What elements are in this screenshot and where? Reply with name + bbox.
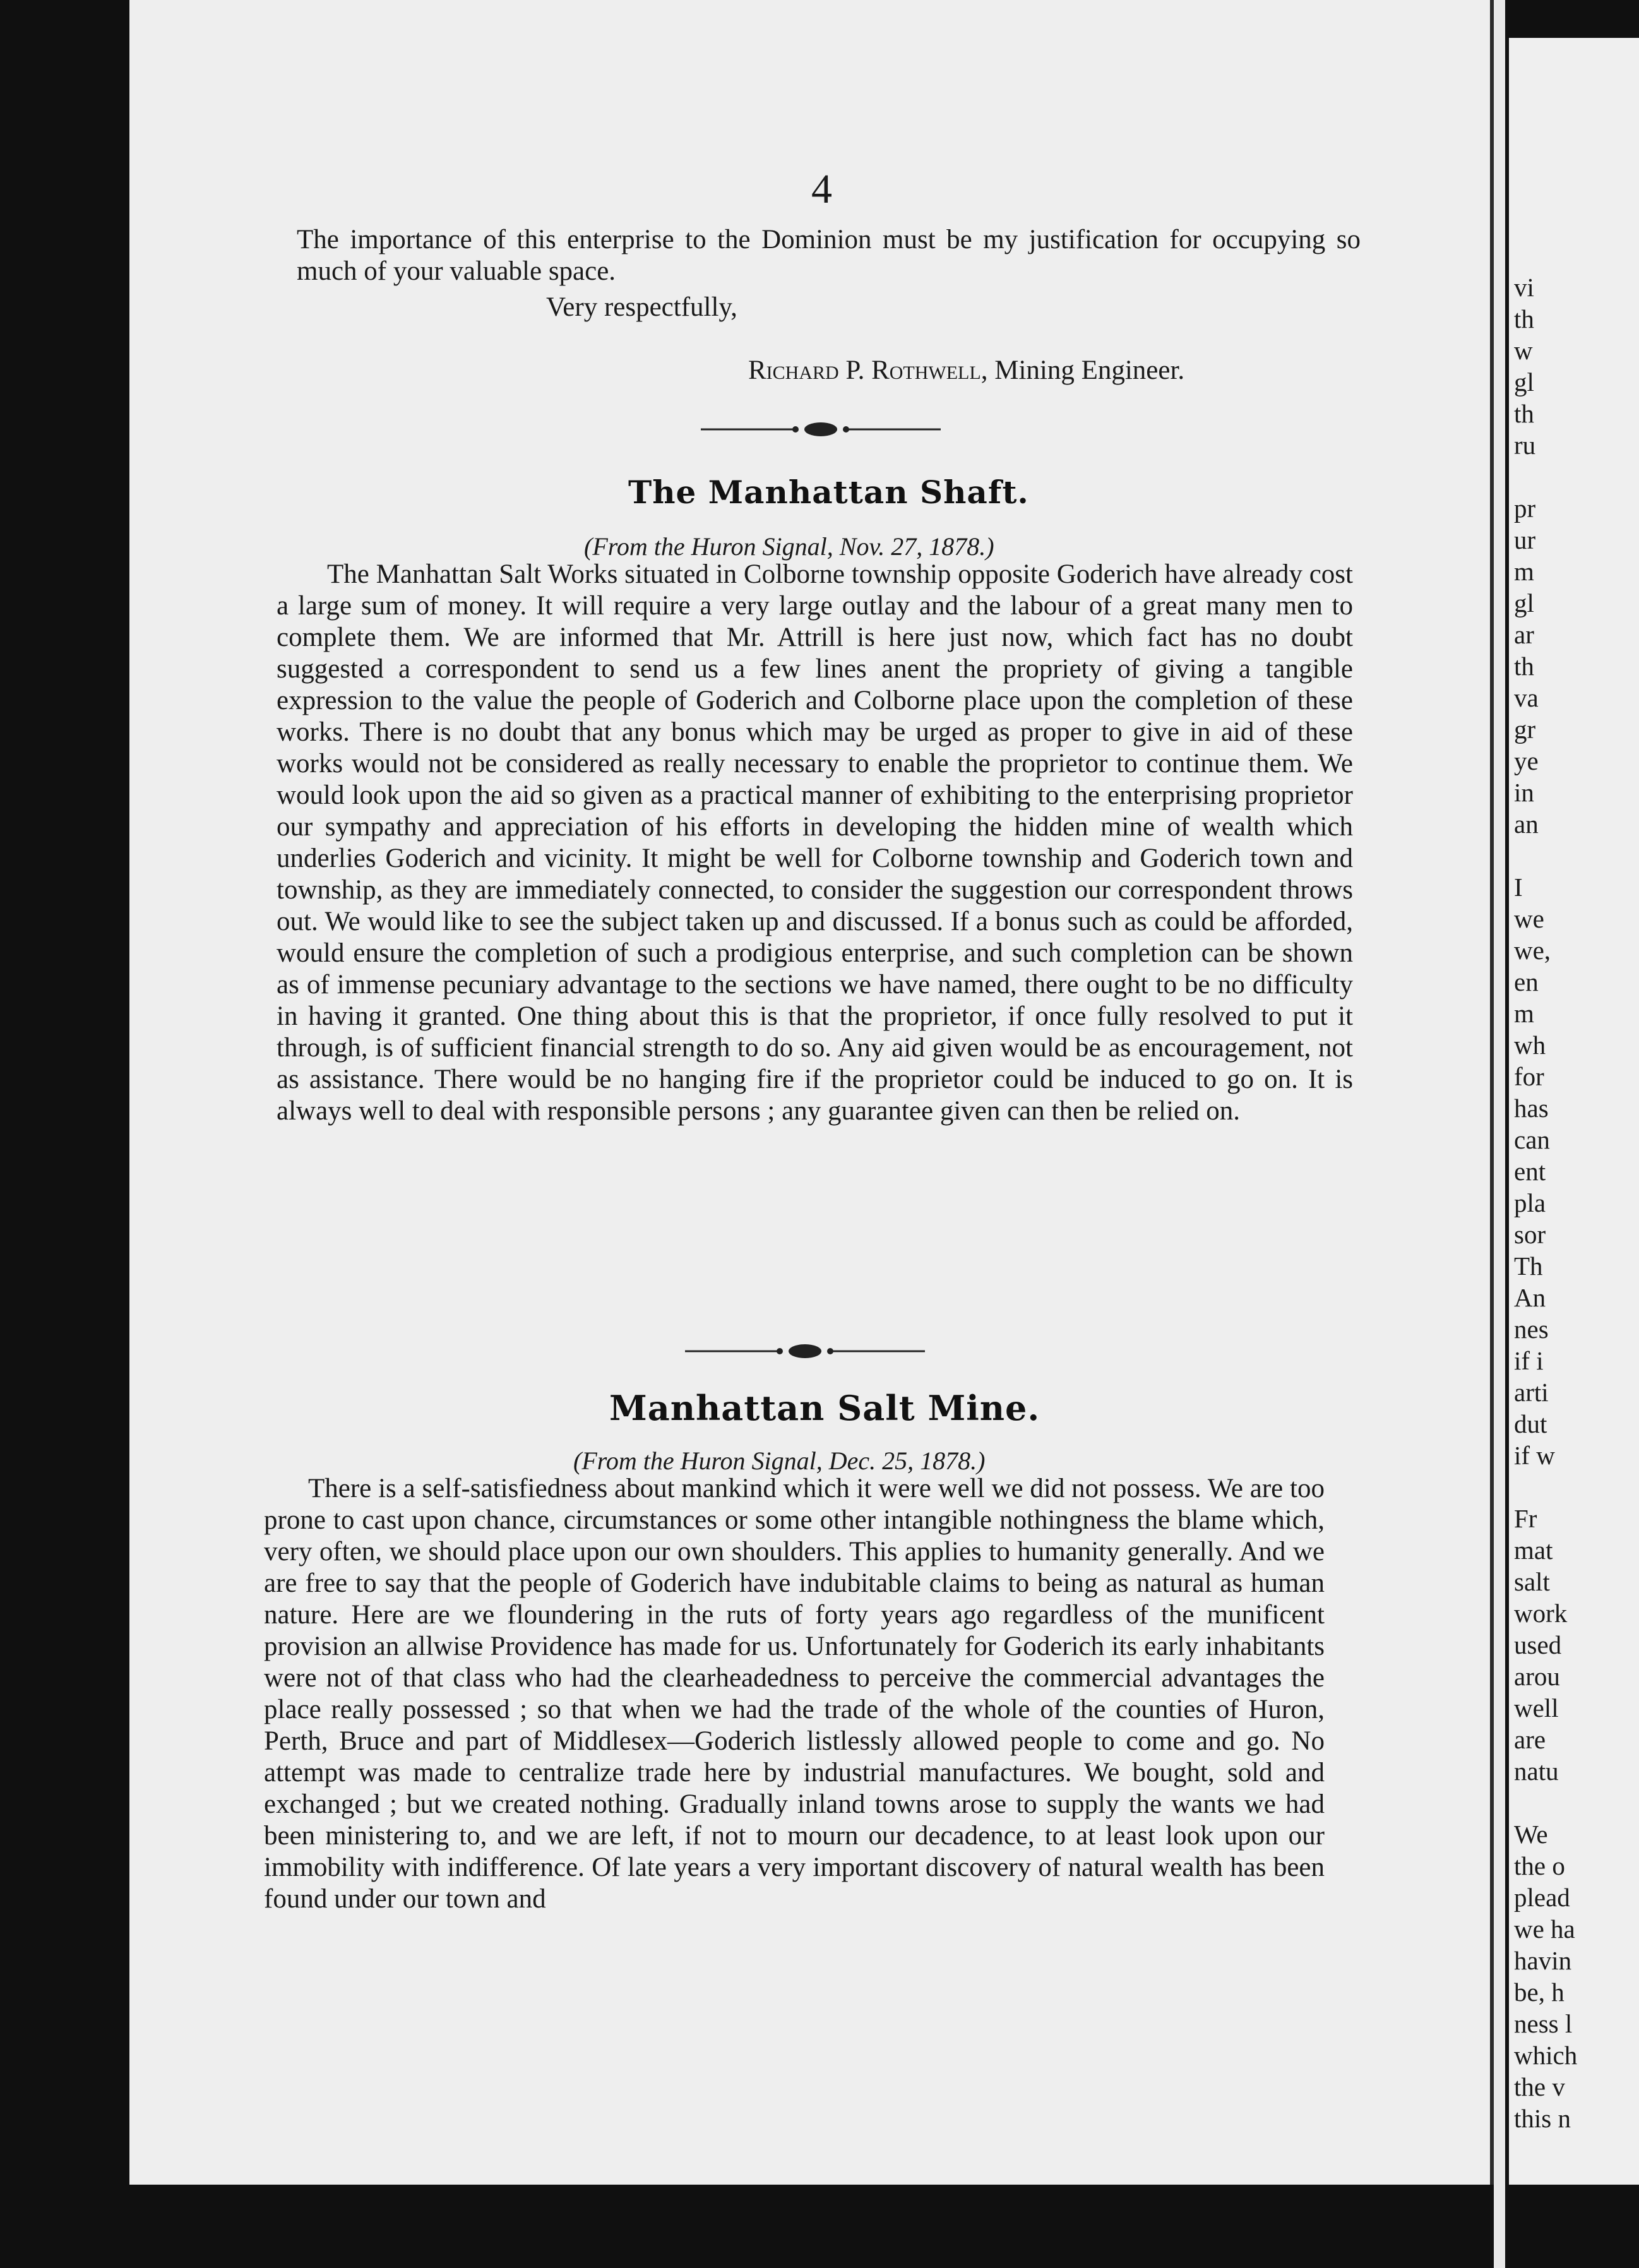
article-title-manhattan-salt-mine: Manhattan Salt Mine. (609, 1388, 1040, 1428)
facing-page-fragment: we, (1514, 936, 1551, 965)
facing-page-fragment: an (1514, 809, 1539, 839)
signature-name: Richard P. Rothwell, (748, 355, 988, 385)
article-source: (From the Huron Signal, Dec. 25, 1878.) (573, 1447, 986, 1475)
facing-page-fragment: We (1514, 1820, 1548, 1849)
facing-page-fragment: we ha (1514, 1914, 1575, 1943)
facing-page-fragment: wh (1514, 1030, 1546, 1059)
article-body-manhattan-shaft: The Manhattan Salt Works situated in Colborne township opposite Goderich have already cost a large sum of money. It will require a very large outlay and the labour of a great many men to complete them. We are informed that Mr. Attrill is here just now, which fact has no doubt suggested a correspondent to send us a few lines anent the propriety of giving a tangible expression to the value the people of Goderich and Colborne place upon the completion of these works. There is no doubt that any bonus which may be urged as proper to give in aid of these works would not be considered as really necessary to enable the proprietor to continue them. We would look upon the aid so given as a practical manner of exhibiting to the enterprising proprietor our sympathy and appreciation of his efforts in developing the hidden mine of wealth which underlies Goderich and vicinity. It might be well for Colborne township and Goderich town and township, as they are immediately connected, to consider the suggestion our correspondent throws out. We would like to see the subject taken up and discussed. If a bonus such as could be afforded, would ensure the completion of such a prodigious enterprise, and such completion can be shown as of immense pecuniary advantage to the sections we have named, there ought to be no difficulty in having it granted. One thing about this is that the proprietor, if once fully resolved to put it through, is of sufficient financial strength to do so. Any aid given would be as encouragement, not as assistance. There would be no hanging fire if the proprietor could be induced to go on. It is always well to deal with responsible persons ; any guarantee given can then be relied on. (277, 559, 1353, 1126)
signature-title: Mining Engineer. (994, 355, 1185, 385)
facing-page-fragment: work (1514, 1599, 1568, 1628)
facing-page-fragment: pr (1514, 494, 1536, 523)
facing-page-fragment: gr (1514, 715, 1536, 744)
facing-page-fragment: th (1514, 399, 1534, 428)
facing-page-fragment: arti (1514, 1378, 1549, 1407)
facing-page-fragment: nes (1514, 1315, 1549, 1344)
facing-page-fragment: dut (1514, 1409, 1547, 1438)
article-source: (From the Huron Signal, Nov. 27, 1878.) (584, 532, 994, 561)
facing-page-fragment: ye (1514, 746, 1539, 775)
page-gutter (1494, 0, 1505, 2268)
facing-page-fragment: arou (1514, 1662, 1560, 1691)
facing-page-fragment: for (1514, 1062, 1544, 1091)
facing-page-fragment: ar (1514, 620, 1534, 649)
facing-page-fragment: salt (1514, 1567, 1550, 1596)
facing-page-fragment: has (1514, 1094, 1549, 1123)
facing-page-fragment: in (1514, 778, 1534, 807)
signoff: Very respectfully, (546, 292, 737, 322)
facing-page-fragment: ent (1514, 1157, 1546, 1186)
facing-page-fragment: An (1514, 1283, 1546, 1312)
facing-page-fragment: pla (1514, 1188, 1546, 1217)
facing-page-fragment: Th (1514, 1251, 1543, 1280)
facing-page-fragment: we (1514, 904, 1544, 933)
page-number: 4 (811, 166, 832, 212)
facing-page-fragment: this n (1514, 2104, 1571, 2133)
facing-page-fragment: ru (1514, 431, 1536, 460)
facing-page-fragment: the v (1514, 2072, 1565, 2101)
article-title-manhattan-shaft: The Manhattan Shaft. (628, 474, 1029, 511)
facing-page-fragment: sor (1514, 1220, 1546, 1249)
article-body-manhattan-salt-mine: There is a self-satisfiedness about mankind which it were well we did not possess. We are too prone to cast upon chance, circumstances or some other intangible nothingness the blame which, very often, we should place upon our own shoulders. This applies to humanity generally. And we are free to say that the people of Goderich have indubitable claims to being as natural as human nature. Here are we floundering in the ruts of forty years ago regardless of the munificent provision an allwise Providence has made for us. Unfortunately for Goderich its early inhabitants were not of that class who had the clearheadedness to perceive the commercial advantages the place really possessed ; so that when we had the trade of the whole of the counties of Huron, Perth, Bruce and part of Middlesex—Goderich listlessly allowed people to come and go. No attempt was made to centralize trade here by industrial manufactures. We bought, sold and exchanged ; but we created nothing. Gradually inland towns arose to supply the wants we had been ministering to, and we are left, if not to mourn our decadence, to at least look upon our immobility with indifference. Of late years a very important discovery of natural wealth has been found under our town and (264, 1474, 1325, 1914)
facing-page-fragment: mat (1514, 1536, 1553, 1565)
divider-ornament-icon (685, 1339, 925, 1364)
facing-page-fragment: w (1514, 336, 1533, 365)
facing-page-fragment: Fr (1514, 1504, 1537, 1533)
facing-page-fragment: be, h (1514, 1978, 1564, 2007)
facing-page-fragment: gl (1514, 588, 1534, 618)
facing-page-fragment: if w (1514, 1441, 1555, 1470)
facing-page-fragment: if i (1514, 1346, 1544, 1375)
facing-page-fragment: va (1514, 683, 1539, 712)
facing-page-fragment: m (1514, 557, 1534, 586)
facing-page-fragment: ur (1514, 525, 1536, 554)
facing-page-fragment: used (1514, 1630, 1562, 1659)
intro-paragraph: The importance of this enterprise to the Dominion must be my justification for occupying so much of your valuable space. (297, 225, 1361, 286)
facing-page-fragment: th (1514, 304, 1534, 333)
facing-page-fragment: the o (1514, 1851, 1565, 1880)
facing-page-fragment: en (1514, 967, 1539, 996)
facing-page (1509, 38, 1639, 2185)
facing-page-fragment: are (1514, 1725, 1546, 1754)
facing-page-fragment: gl (1514, 367, 1534, 397)
facing-page-fragment: natu (1514, 1757, 1559, 1786)
facing-page-fragment: plead (1514, 1883, 1570, 1912)
facing-page-fragment: which (1514, 2041, 1578, 2070)
facing-page-fragment: ness l (1514, 2009, 1573, 2038)
facing-page-fragment: m (1514, 999, 1534, 1028)
signature (748, 355, 1184, 386)
facing-page-fragment: can (1514, 1125, 1550, 1154)
facing-page-fragment: th (1514, 652, 1534, 681)
facing-page-fragment: vi (1514, 273, 1534, 302)
facing-page-fragment: well (1514, 1693, 1559, 1722)
divider-ornament-icon (701, 417, 941, 442)
facing-page-fragment: havin (1514, 1946, 1572, 1975)
facing-page-fragment: I (1514, 873, 1523, 902)
